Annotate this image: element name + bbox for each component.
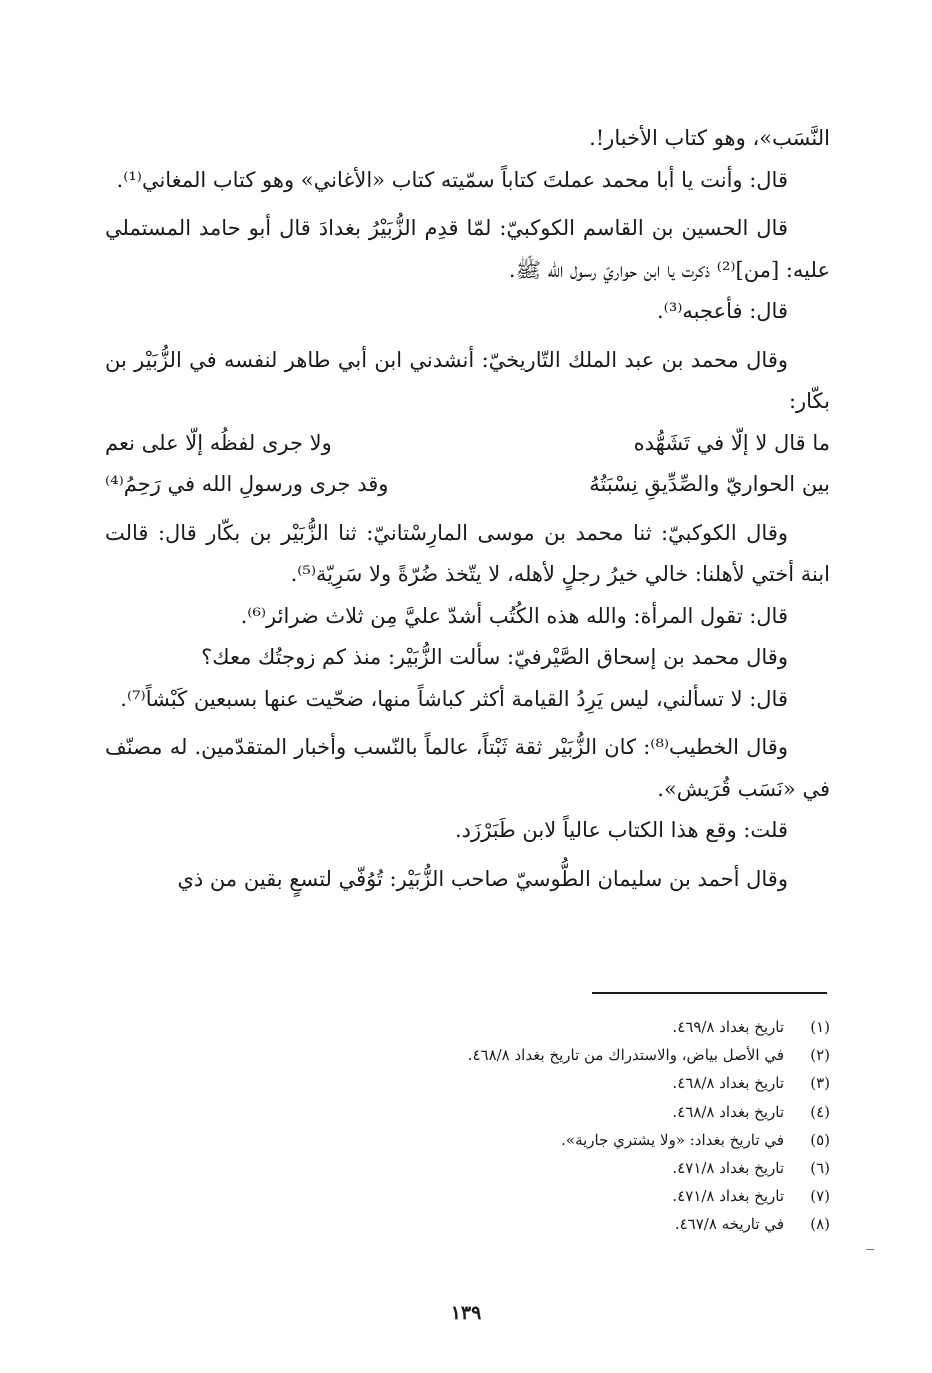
footnote-text: تاريخ بغداد ٤٦٨/٨.	[672, 1074, 784, 1093]
footnote-text: في الأصل بياض، والاستدراك من تاريخ بغداد ٤٦٨/٨.	[467, 1046, 784, 1065]
verse-hemistich-right: ما قال لا إلّا في تَشَهُّده	[633, 430, 830, 455]
verse-hemistich-left: ولا جرى لفظُه إلّا على نعم	[105, 430, 332, 455]
paragraph: قال: فأعجبه⁽³⁾.	[657, 299, 788, 323]
footnote-text: في تاريخ بغداد: «ولا يشتري جارية».	[561, 1130, 784, 1149]
paragraph: النَّسَب»، وهو كتاب الأخبار!.	[589, 126, 830, 150]
paragraph: وقال محمد بن إسحاق الصَّيْرفيّ: سألت الزُّبَيْر: منذ كم زوجتُك معك؟	[201, 645, 788, 669]
paragraph: قال: تقول المرأة: والله هذه الكُتُب أشدّ عليَّ مِن ثلاث ضرائر⁽⁶⁾.	[240, 603, 788, 628]
verse-hemistich-right: بين الحواريّ والصِّدِّيقِ نِسْبَتُهُ	[589, 472, 830, 496]
verse-line	[105, 423, 830, 465]
footnote-text: تاريخ بغداد ٤٧١/٨.	[672, 1187, 784, 1206]
footnote	[300, 1041, 830, 1069]
main-text	[105, 118, 830, 900]
footnote-number: (٢)	[810, 1046, 830, 1065]
footnote-text: تاريخ بغداد ٤٦٩/٨.	[672, 1018, 784, 1036]
footnote-number: (١)	[810, 1018, 830, 1036]
footnote-number: (٤)	[810, 1102, 830, 1121]
footnote-number: (٣)	[810, 1074, 830, 1093]
paragraph: وقال الخطيب⁽⁸⁾: كان الزُّبَيْر ثقة ثَبْتاً، عالماً بالنّسب وأخبار المتقدّمين. له مصنّف في «نَسَب قُرَيش».	[105, 735, 830, 801]
paragraph: قال: وأنت يا أبا محمد عملتَ كتاباً سمّيته كتاب «الأغاني» وهو كتاب المغاني⁽¹⁾.	[116, 167, 788, 192]
footnote	[300, 1098, 830, 1126]
footnote-number: (٨)	[810, 1215, 830, 1234]
footnote-number: (٦)	[810, 1159, 830, 1178]
footnote-separator	[592, 992, 827, 994]
page-number: ١٣٩	[450, 1302, 482, 1324]
footnote	[300, 1126, 830, 1154]
paragraph: قال الحسين بن القاسم الكوكبيّ: لمّا قدِم الزُّبَيْرُ بغدادَ قال أبو حامد المستملي عليه: [من]⁽²⁾ ذكرت يا ابن حواريّ رسول الله ﷺ.	[105, 216, 830, 282]
paragraph: قال: لا تسألني، ليس يَرِدُ القيامة أكثر كباشاً منها، ضحّيت عنها بسبعين كَبْشاً⁽⁷⁾.	[120, 686, 788, 711]
footnote-text: تاريخ بغداد ٤٧١/٨.	[672, 1159, 784, 1178]
footnote-text: تاريخ بغداد ٤٦٨/٨.	[672, 1102, 784, 1121]
footnote	[300, 1069, 830, 1097]
paragraph: وقال محمد بن عبد الملك التّاريخيّ: أنشدني ابن أبي طاهر لنفسه في الزُّبَيْر بن بكّار:	[105, 347, 830, 413]
footnote	[300, 1154, 830, 1182]
footnote	[300, 1182, 830, 1210]
footnote-number: (٥)	[810, 1130, 830, 1149]
footnotes	[300, 1013, 830, 1239]
verse-hemistich-left: وقد جرى ورسولِ الله في رَحِمُ⁽⁴⁾	[105, 472, 389, 496]
paragraph: وقال أحمد بن سليمان الطُّوسيّ صاحب الزُّبَيْر: تُوُفّي لتسعٍ بقين من ذي	[177, 866, 788, 891]
footnote	[300, 1013, 830, 1041]
footnote	[300, 1210, 830, 1238]
margin-mark	[866, 1249, 874, 1250]
paragraph: قلت: وقع هذا الكتاب عالياً لابن طَبَرْزَد.	[454, 818, 788, 842]
verse-line	[105, 464, 830, 506]
footnote-text: في تاريخه ٤٦٧/٨.	[674, 1215, 784, 1234]
paragraph: وقال الكوكبيّ: ثنا محمد بن موسى المارِسْتانيّ: ثنا الزُّبَيْر بن بكّار قال: قالت ابنة أختي لأهلنا: خالي خيرُ رجلٍ لأهله، لا يتّخذ ضُرّةً ولا سَرِيّة⁽⁵⁾.	[105, 520, 830, 586]
footnote-number: (٧)	[810, 1187, 830, 1206]
